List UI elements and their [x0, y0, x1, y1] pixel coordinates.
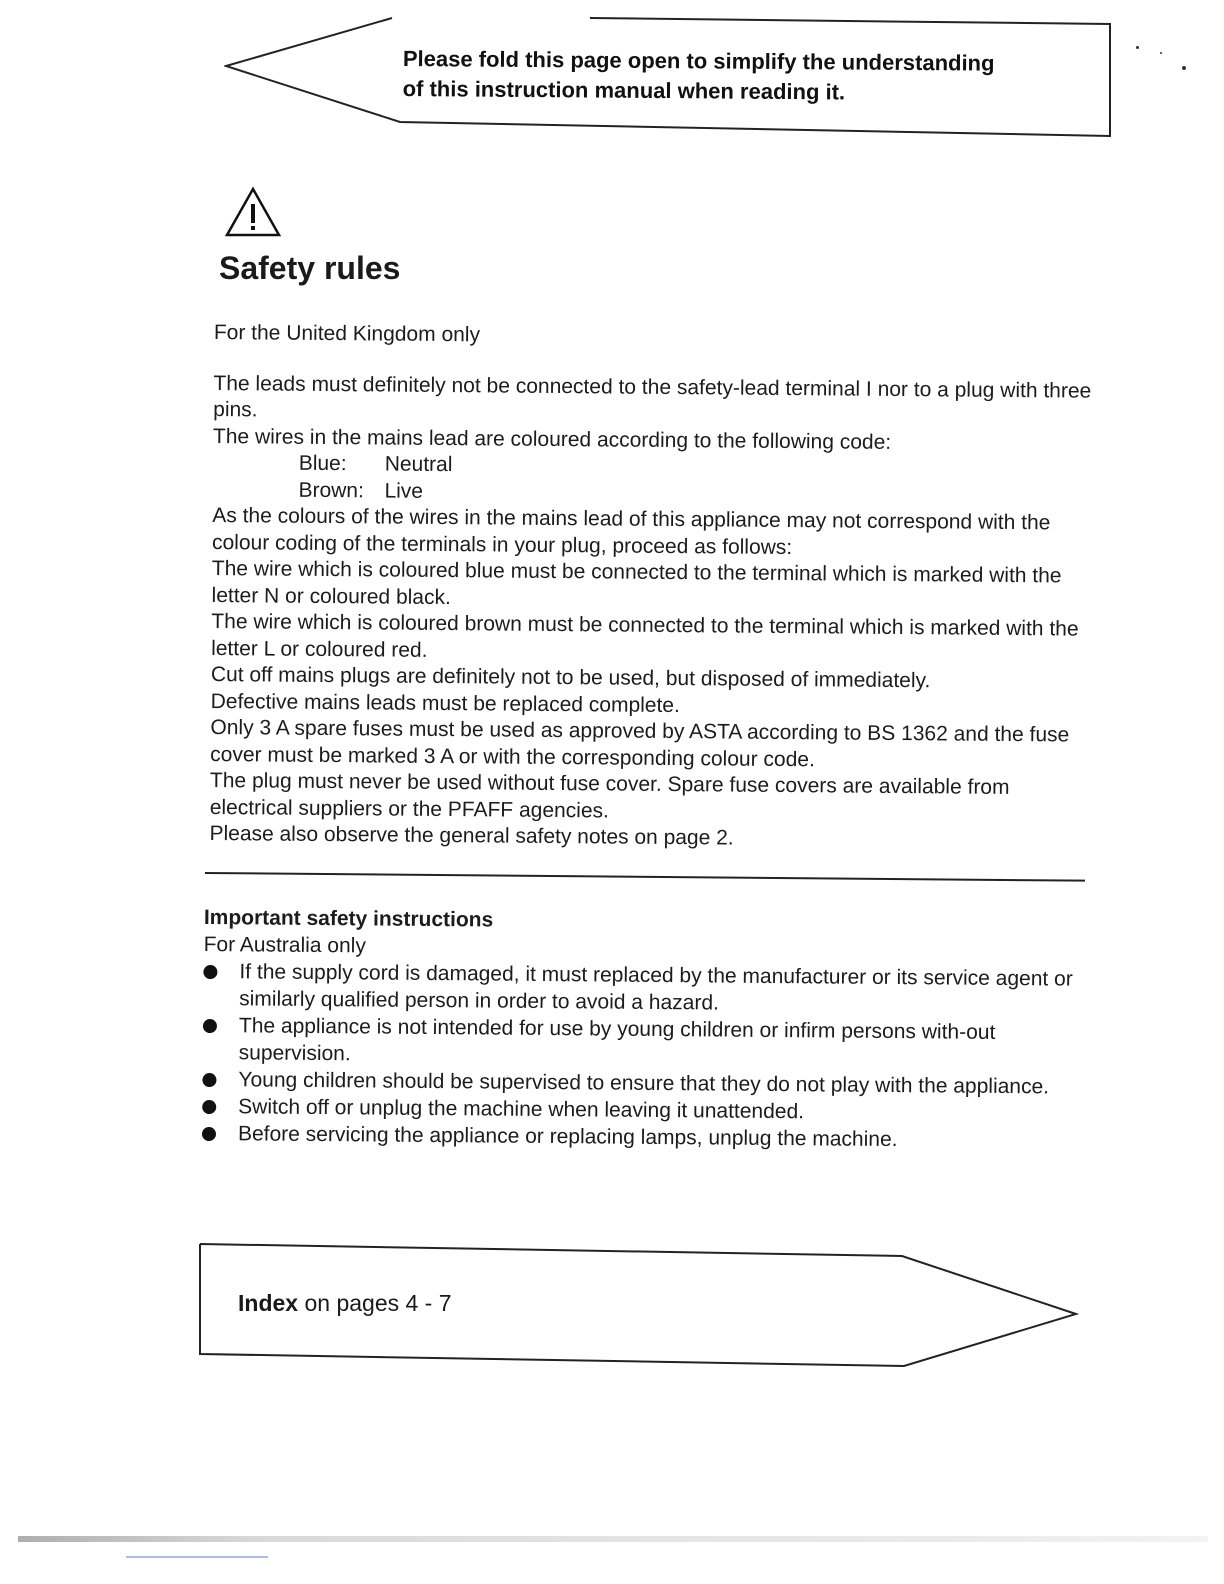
- scan-speck: [1160, 52, 1162, 54]
- australia-safety-instructions: [202, 904, 1084, 1155]
- colour-code-key: Blue:: [298, 451, 347, 476]
- index-label: Index: [238, 1290, 299, 1316]
- australia-subtitle: For Australia only: [203, 932, 366, 958]
- scan-edge-artifact: [126, 1556, 268, 1558]
- bullet-dot-icon: [203, 1019, 217, 1033]
- fold-instruction-text: [403, 44, 1093, 109]
- body-paragraph: The plug must never be used without fuse cover. Spare fuse covers are available from electrical suppliers or the PFAFF agencies.: [209, 768, 1010, 822]
- scan-speck: [1136, 46, 1139, 49]
- list-item-text: If the supply cord is damaged, it must replaced by the manufacturer or its service agent or similarly qualified person in order to avoid a hazard.: [239, 960, 1073, 1015]
- important-heading: Important safety instructions: [203, 905, 494, 932]
- list-item-text: The appliance is not intended for use by young children or infirm persons with-out supervision.: [238, 1014, 996, 1066]
- page-title: Safety rules: [219, 250, 401, 286]
- scan-edge-artifact: [18, 1536, 1208, 1542]
- warning-triangle-icon: [224, 186, 282, 238]
- colour-code-value: Neutral: [384, 452, 453, 477]
- scan-speck: [1182, 66, 1186, 70]
- body-paragraph: The wire which is coloured brown must be connected to the terminal which is marked with the letter L or coloured red.: [211, 609, 1079, 662]
- uk-subtitle: For the United Kingdom only: [213, 320, 481, 347]
- body-paragraph: Defective mains leads must be replaced complete.: [210, 689, 680, 717]
- bullet-dot-icon: [202, 1100, 216, 1114]
- list-item-text: Young children should be supervised to ensure that they do not play with the appliance.: [238, 1068, 1050, 1099]
- fold-line-2: of this instruction manual when reading it.: [402, 75, 846, 105]
- colour-code-key: Brown:: [298, 478, 364, 502]
- list-item-text: Switch off or unplug the machine when leaving it unattended.: [238, 1095, 805, 1124]
- list-item: [203, 958, 1083, 1020]
- bullet-dot-icon: [202, 1073, 216, 1087]
- colour-code-value: Live: [384, 478, 424, 503]
- body-paragraph: Only 3 A spare fuses must be used as approved by ASTA according to BS 1362 and the fuse cover must be marked 3 A or with the corresponding colour code.: [210, 715, 1070, 771]
- bullet-dot-icon: [202, 1127, 216, 1141]
- list-item-text: Before servicing the appliance or replacing lamps, unplug the machine.: [237, 1122, 898, 1152]
- list-item: [203, 1012, 1083, 1074]
- body-paragraph: Cut off mains plugs are definitely not to be used, but disposed of immediately.: [210, 662, 931, 693]
- index-pages: on pages 4 - 7: [298, 1290, 452, 1316]
- index-reference: [238, 1290, 452, 1317]
- intro-paragraph: The leads must definitely not be connected to the safety-lead terminal I nor to a plug with three pins.: [213, 371, 1092, 422]
- fold-line-1: Please fold this page open to simplify the understanding: [402, 45, 995, 76]
- uk-safety-rules: [209, 320, 1094, 855]
- section-divider: [205, 872, 1085, 882]
- bullet-dot-icon: [203, 965, 217, 979]
- colour-code-intro: The wires in the mains lead are coloured according to the following code:: [212, 424, 892, 454]
- body-paragraph: As the colours of the wires in the mains lead of this appliance may not correspond with the colour coding of the terminals in your plug, proceed as follows:: [211, 503, 1051, 559]
- body-paragraph: The wire which is coloured blue must be connected to the terminal which is marked with the letter N or coloured black.: [211, 556, 1062, 609]
- body-paragraph: Please also observe the general safety notes on page 2.: [209, 821, 734, 850]
- safety-bullet-list: [202, 958, 1084, 1155]
